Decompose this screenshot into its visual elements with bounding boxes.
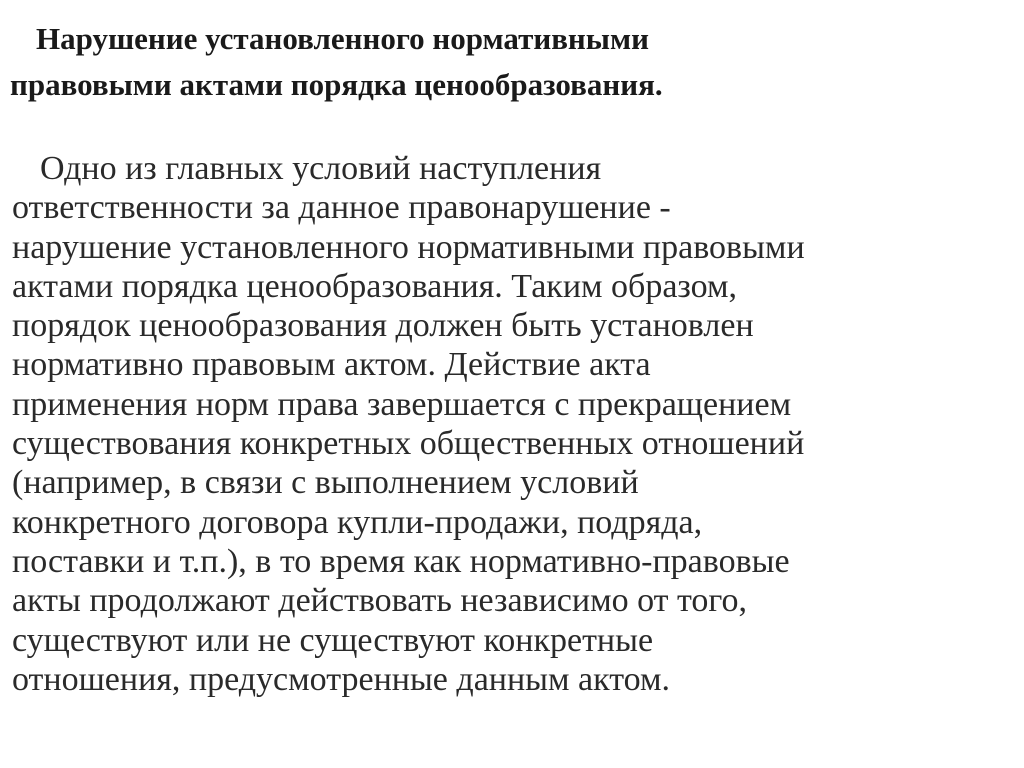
body-line-7: применения норм права завершается с прекращением	[12, 385, 792, 423]
title-line-2: правовыми актами порядка ценообразования.	[10, 67, 663, 102]
body-line-9: (например, в связи с выполнением условий	[12, 464, 639, 502]
body-line-14: отношения, предусмотренные данным актом.	[12, 660, 670, 698]
title-line-1: Нарушение установленного нормативными	[36, 21, 649, 56]
body-line-11: поставки и т.п.), в то время как нормативно-правовые	[12, 542, 790, 580]
body-paragraph	[12, 149, 1007, 699]
body-line-3: нарушение установленного нормативными правовыми	[12, 228, 805, 266]
body-line-13: существуют или не существуют конкретные	[12, 621, 654, 659]
body-line-5: порядок ценообразования должен быть установлен	[12, 307, 754, 345]
body-line-8: существования конкретных общественных отношений	[12, 425, 805, 463]
body-line-12: акты продолжают действовать независимо от того,	[12, 582, 748, 620]
body-line-6: нормативно правовым актом. Действие акта	[12, 346, 651, 384]
body-line-1: Одно из главных условий наступления	[40, 150, 602, 187]
body-line-10: конкретного договора купли-продажи, подряда,	[12, 503, 703, 541]
body-line-4: актами порядка ценообразования. Таким образом,	[12, 267, 738, 305]
body-line-2: ответственности за данное правонарушение -	[12, 189, 671, 227]
slide-title	[0, 16, 1024, 108]
